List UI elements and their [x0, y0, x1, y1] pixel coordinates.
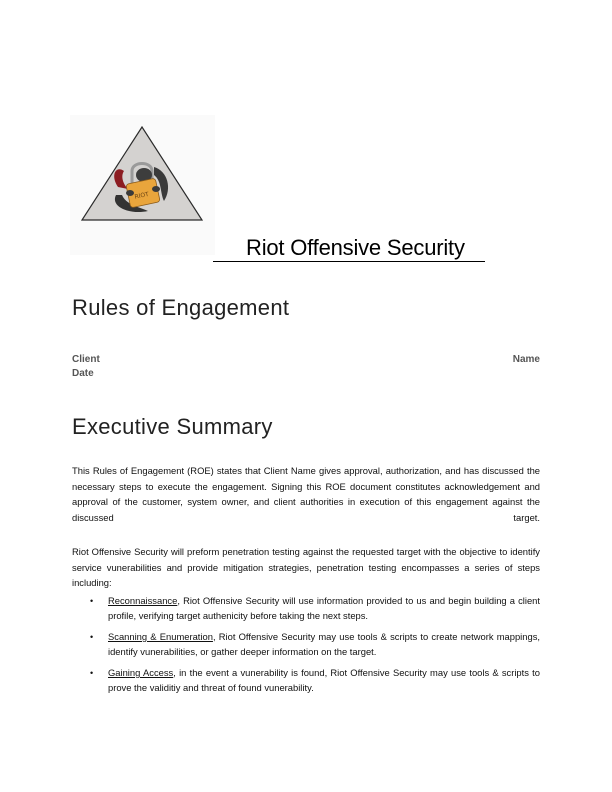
- summary-paragraph-1: This Rules of Engagement (ROE) states that Client Name gives approval, authorization, and has discussed the necessary steps to execute the engagement. Signing this ROE document constitutes acknowledgement and approval of the customer, system owner, and client authorities in execution of this engagement against the discussed target.: [72, 465, 540, 523]
- executive-summary-heading: Executive Summary: [72, 414, 273, 439]
- bullet-icon: •: [90, 632, 94, 642]
- riot-lock-logo-icon: [70, 115, 215, 255]
- company-logo: [70, 115, 215, 255]
- date-label: Date: [72, 368, 94, 379]
- name-label: Name: [512, 354, 540, 365]
- step-description: , Riot Offensive Security may use tools & scripts to create network mappings, identify vunerabilities, or gather deeper information on the target.: [108, 631, 540, 657]
- bullet-icon: •: [90, 668, 94, 678]
- document-title: Rules of Engagement: [72, 295, 290, 320]
- client-label: Client: [72, 354, 100, 365]
- summary-paragraph-2: Riot Offensive Security will preform penetration testing against the requested target with the objective to identify service vunerabilities and provide mitigation strategies, penetration testing encompasses a series of steps including:: [72, 546, 540, 588]
- step-description: , in the event a vunerability is found, Riot Offensive Security may use tools & scripts to prove the validitiy and threat of found vunerability.: [108, 667, 540, 693]
- step-reconnaissance: [72, 594, 540, 623]
- step-term: Scanning & Enumeration: [108, 631, 213, 642]
- step-description: , Riot Offensive Security will use information provided to us and begin building a client profile, verifying target authenicity before taking the next steps.: [108, 595, 540, 621]
- step-term: Reconnaissance: [108, 595, 178, 606]
- engagement-steps-list: [72, 594, 540, 702]
- bullet-icon: •: [90, 596, 94, 606]
- step-gaining-access: [72, 666, 540, 695]
- company-name: Riot Offensive Security: [213, 234, 485, 262]
- svg-text:RIOT: RIOT: [133, 190, 150, 201]
- step-term: Gaining Access: [108, 667, 174, 678]
- step-scanning-enumeration: [72, 630, 540, 659]
